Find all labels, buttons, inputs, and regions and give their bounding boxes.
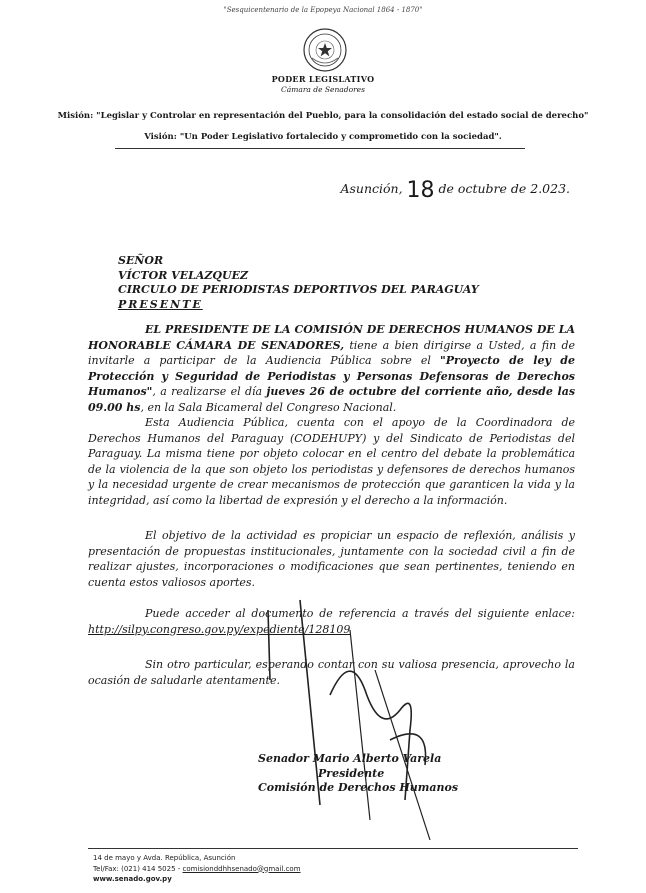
date-line [340,178,570,203]
national-seal-icon [303,28,347,72]
footer-contact [93,864,301,875]
paragraph-closing [88,657,575,688]
chamber-name: Cámara de Senadores [281,85,365,94]
footer-email[interactable]: comisionddhhsenado@gmail.com [182,864,301,873]
header-divider [115,148,525,149]
header-motto: "Sesquicentenario de la Epopeya Nacional 1864 - 1870" [223,6,423,14]
institution-header [0,74,646,94]
reference-link[interactable]: http://silpy.congreso.gov.py/expediente/128109 [88,622,351,636]
invitation-text-3: , en la Sala Bicameral del Congreso Nacional. [140,400,397,414]
objective-text: El objetivo de la actividad es propiciar un espacio de reflexión, análisis y presentación de propuestas institucionales, juntamente con la sociedad civil a fin de realizar ajustes, incorporaciones o modificaciones que sean pertinentes, teniendo en cuenta estos valiosos aportes. [88,529,575,589]
signatory-name: Senador Mario Alberto Varela [258,752,442,765]
addressee-salutation: SEÑOR [118,254,164,267]
closing-text: Sin otro particular, esperando contar con su valiosa presencia, aprovecho la ocasión de saludarle atentamente. [88,658,575,687]
footer-address: 14 de mayo y Avda. República, Asunción [93,854,236,862]
invitation-text-2: , a realizarse el día [152,385,267,399]
mission-statement: Misión: "Legislar y Controlar en representación del Pueblo, para la consolidación del estado social de derecho" [57,111,589,121]
footer-website[interactable]: www.senado.gov.py [93,875,172,883]
support-text: Esta Audiencia Pública, cuenta con el apoyo de la Coordinadora de Derechos Humanos del Paraguay (CODEHUPY) y del Sindicato de Periodistas del Paraguay. La misma tiene por objeto colocar en el centro del debate la problemática de la violencia de la que son objeto los periodistas y defensores de derechos humanos y la necesidad urgente de crear mecanismos de protección que garanticen la vida y la integridad, así como la libertad de expresión y el derecho a la información. [88,416,575,507]
event-date: jueves 26 de octubre del corriente año, desde las 09.00 hs [88,385,576,414]
addressee-name: VÍCTOR VELAZQUEZ [118,268,248,282]
paragraph-objective [88,528,575,590]
paragraph-support [88,415,575,509]
sender-title: EL PRESIDENTE DE LA COMISIÓN DE DERECHOS HUMANOS DE LA HONORABLE CÁMARA DE SENADORES, [88,323,575,352]
paragraph-reference [88,606,575,637]
date-prefix: Asunción, [340,181,403,196]
addressee-block [118,254,479,312]
invitation-text-1: tiene a bien dirigirse a Usted, a fin de invitarle a participar de la Audiencia Pública sobre el [88,338,575,368]
signatory-title: Presidente [318,766,385,780]
institution-name: PODER LEGISLATIVO [271,74,375,84]
footer [93,853,301,885]
bill-title: "Proyecto de ley de Protección y Seguridad de Periodistas y Personas Defensoras de Derechos Humanos" [88,354,575,399]
footer-telfax: Tel/Fax: (021) 414 5025 - [93,864,183,873]
vision-statement: Visión: "Un Poder Legislativo fortalecido y comprometido con la sociedad". [144,132,502,142]
reference-text: Puede acceder al documento de referencia a través del siguiente enlace: [145,607,575,620]
date-suffix: de octubre de 2.023. [438,181,570,196]
date-day: 18 [406,178,435,203]
footer-divider [88,848,578,849]
addressee-presente: PRESENTE [118,297,203,311]
paragraph-invitation [88,322,575,416]
signature-block [258,752,458,796]
addressee-organization: CIRCULO DE PERIODISTAS DEPORTIVOS DEL PARAGUAY [118,283,479,297]
signatory-commission: Comisión de Derechos Humanos [258,781,459,794]
